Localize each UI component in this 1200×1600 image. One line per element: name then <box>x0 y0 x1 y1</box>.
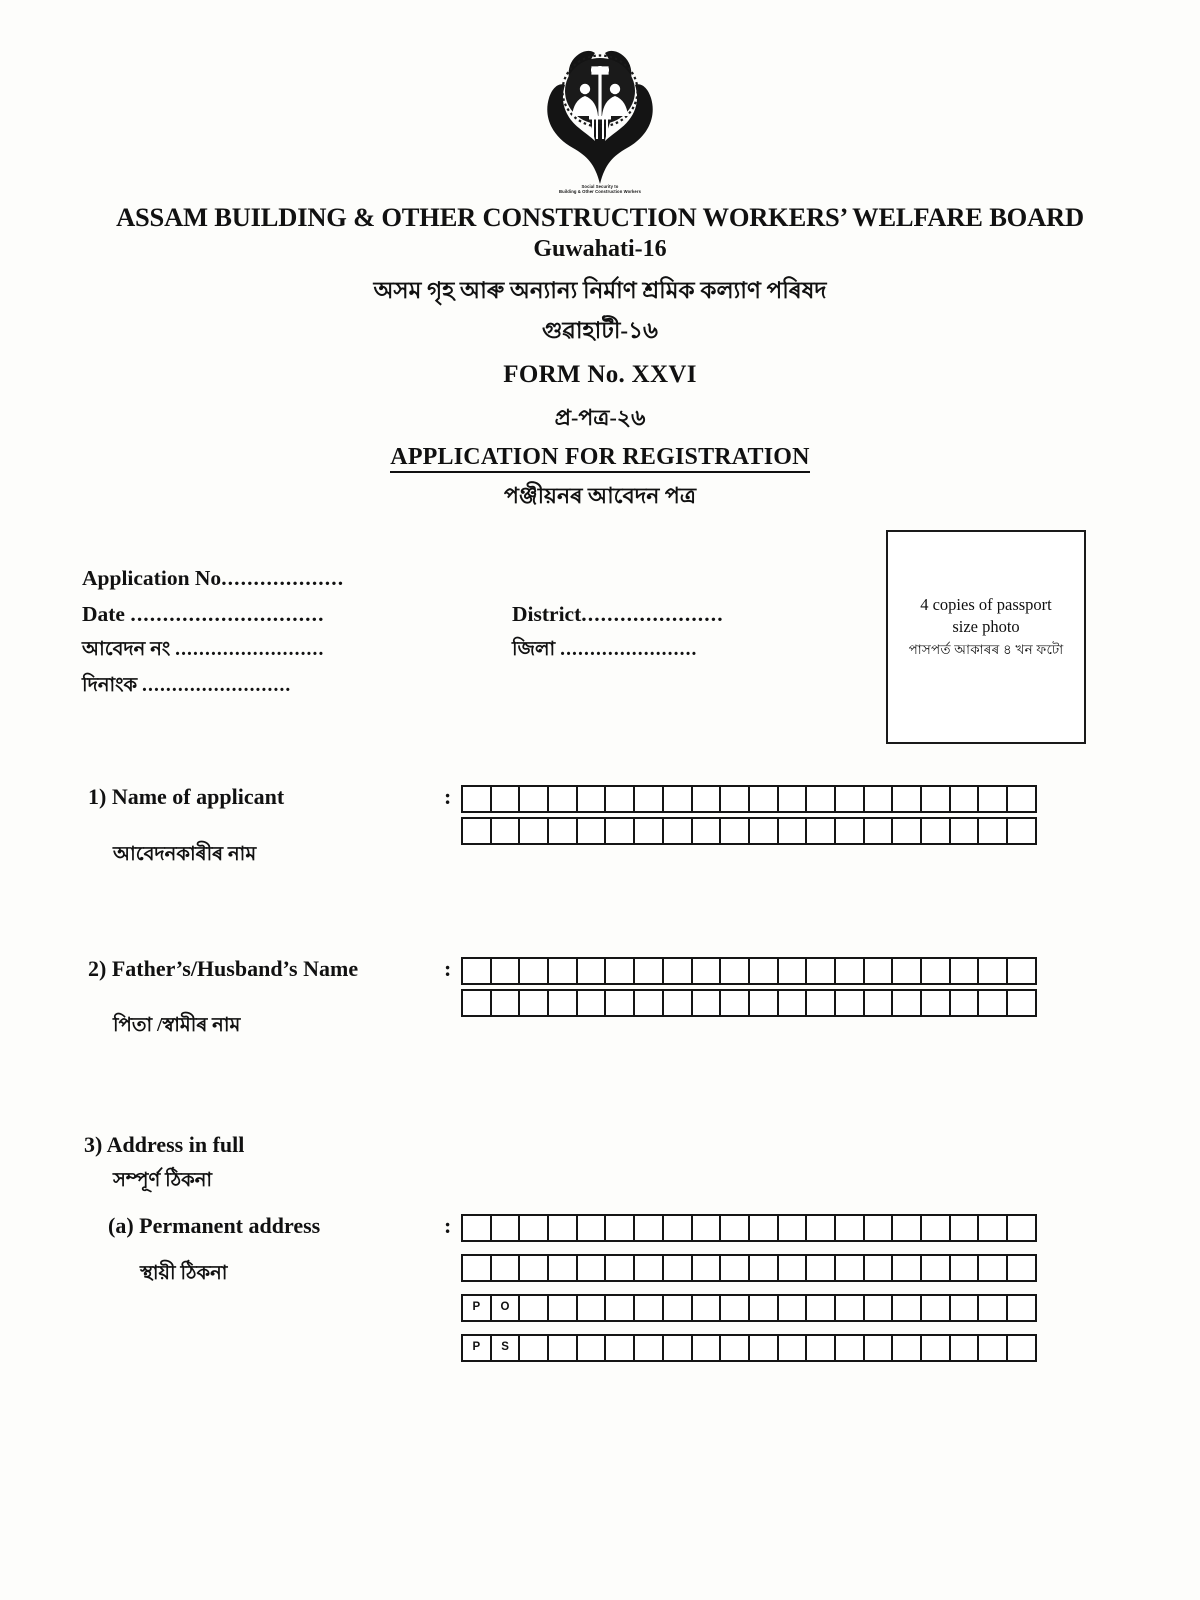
logo-caption <box>525 184 675 195</box>
character-box[interactable] <box>721 1256 750 1282</box>
character-box[interactable] <box>807 787 836 813</box>
character-box[interactable] <box>721 991 750 1017</box>
character-box[interactable] <box>979 1336 1008 1362</box>
character-box[interactable] <box>606 1216 635 1242</box>
character-box[interactable] <box>750 787 779 813</box>
character-box[interactable] <box>664 1296 693 1322</box>
character-box[interactable] <box>1008 819 1037 845</box>
character-box[interactable] <box>664 991 693 1017</box>
character-box[interactable] <box>693 819 722 845</box>
character-box[interactable] <box>779 1336 808 1362</box>
district-row-assamese <box>512 632 724 668</box>
character-box[interactable] <box>492 819 521 845</box>
date-dotted-line-assamese[interactable]: ......................... <box>142 675 292 696</box>
character-box[interactable] <box>922 959 951 985</box>
character-box[interactable] <box>836 819 865 845</box>
character-box[interactable] <box>979 1256 1008 1282</box>
application-no-row <box>82 560 344 596</box>
character-box[interactable] <box>606 787 635 813</box>
character-box[interactable] <box>951 819 980 845</box>
character-box[interactable] <box>463 991 492 1017</box>
character-box[interactable] <box>836 787 865 813</box>
photo-instruction-line1: 4 copies of passport <box>920 595 1052 614</box>
character-box[interactable] <box>979 991 1008 1017</box>
character-box[interactable] <box>693 991 722 1017</box>
character-box[interactable] <box>750 991 779 1017</box>
character-box[interactable] <box>721 819 750 845</box>
character-box[interactable] <box>721 1216 750 1242</box>
photo-instruction-line2: size photo <box>952 617 1020 636</box>
character-box[interactable] <box>520 991 549 1017</box>
character-box[interactable] <box>836 1216 865 1242</box>
field-1-boxes-row-2[interactable] <box>461 817 1037 845</box>
character-box[interactable] <box>893 1256 922 1282</box>
character-box[interactable] <box>779 819 808 845</box>
character-box[interactable] <box>893 991 922 1017</box>
character-box[interactable] <box>693 1296 722 1322</box>
character-box[interactable] <box>865 819 894 845</box>
character-box[interactable] <box>635 1336 664 1362</box>
photo-instruction-assamese: পাসপৰ্ত আকাৰৰ ৪ খন ফটো <box>908 642 1064 657</box>
logo-caption-line2: Building & Other Construction Workers <box>558 188 642 194</box>
character-box[interactable] <box>779 991 808 1017</box>
character-box[interactable] <box>922 991 951 1017</box>
field-3a-label-assamese: স্থায়ী ঠিকনা <box>140 1263 228 1284</box>
character-box[interactable] <box>664 819 693 845</box>
character-box[interactable] <box>463 959 492 985</box>
character-box[interactable] <box>893 1216 922 1242</box>
character-box[interactable] <box>606 1256 635 1282</box>
character-box[interactable]: P <box>463 1296 492 1322</box>
board-name-assamese: অসম গৃহ আৰু অন্যান্য নিৰ্মাণ শ্ৰমিক কল্যাণ পৰিষদ <box>373 278 827 303</box>
field-1-label: 1) Name of applicant <box>88 784 285 809</box>
character-box[interactable] <box>492 1256 521 1282</box>
character-box[interactable] <box>693 1256 722 1282</box>
board-city-english: Guwahati-16 <box>533 236 667 262</box>
character-box[interactable] <box>922 1296 951 1322</box>
character-box[interactable] <box>635 959 664 985</box>
character-box[interactable] <box>1008 959 1037 985</box>
character-box[interactable] <box>979 959 1008 985</box>
character-box[interactable] <box>693 1336 722 1362</box>
character-box[interactable] <box>549 1216 578 1242</box>
board-name-english: ASSAM BUILDING & OTHER CONSTRUCTION WORKERS’ WELFARE BOARD <box>116 202 1084 232</box>
character-box[interactable] <box>750 1216 779 1242</box>
character-box[interactable] <box>951 1336 980 1362</box>
field-3a-label: (a) Permanent address <box>108 1213 321 1238</box>
character-box[interactable]: O <box>492 1296 521 1322</box>
character-box[interactable] <box>922 819 951 845</box>
application-meta-left <box>82 560 344 704</box>
character-box[interactable] <box>606 1296 635 1322</box>
character-box[interactable] <box>721 959 750 985</box>
character-box[interactable] <box>836 959 865 985</box>
character-box[interactable] <box>865 991 894 1017</box>
district-row <box>512 596 724 632</box>
character-box[interactable] <box>578 959 607 985</box>
character-box[interactable] <box>492 787 521 813</box>
character-box[interactable] <box>549 1296 578 1322</box>
character-box[interactable] <box>750 1336 779 1362</box>
page-title <box>0 444 1200 471</box>
date-label: Date <box>82 602 131 626</box>
character-box[interactable] <box>664 1336 693 1362</box>
character-box[interactable] <box>979 819 1008 845</box>
character-box[interactable] <box>635 991 664 1017</box>
character-box[interactable] <box>578 1296 607 1322</box>
field-2-label-assamese: পিতা /স্বামীৰ নাম <box>113 1015 241 1036</box>
character-box[interactable] <box>549 1256 578 1282</box>
application-no-label-assamese: আবেদন নং <box>82 639 176 660</box>
field-1-label-assamese: আবেদনকাৰীৰ নাম <box>113 844 257 865</box>
character-box[interactable] <box>1008 787 1037 813</box>
character-box[interactable] <box>779 787 808 813</box>
character-box[interactable] <box>520 1216 549 1242</box>
character-box[interactable] <box>664 1216 693 1242</box>
field-3a-boxes-row-po[interactable] <box>461 1294 1037 1322</box>
character-box[interactable] <box>779 1296 808 1322</box>
character-box[interactable] <box>549 1336 578 1362</box>
field-3a-boxes-row-ps[interactable] <box>461 1334 1037 1362</box>
character-box[interactable] <box>693 787 722 813</box>
character-box[interactable] <box>893 959 922 985</box>
character-box[interactable] <box>865 1216 894 1242</box>
character-box[interactable] <box>578 991 607 1017</box>
character-box[interactable] <box>865 959 894 985</box>
character-box[interactable] <box>463 787 492 813</box>
board-logo-container <box>0 44 1200 192</box>
character-box[interactable] <box>578 1256 607 1282</box>
field-1-colon: : <box>444 784 452 809</box>
character-box[interactable] <box>520 819 549 845</box>
character-box[interactable] <box>635 1216 664 1242</box>
character-box[interactable]: P <box>463 1336 492 1362</box>
character-box[interactable] <box>578 1336 607 1362</box>
character-box[interactable] <box>520 1256 549 1282</box>
board-city-assamese: গুৱাহাটী-১৬ <box>542 318 658 343</box>
character-box[interactable] <box>492 959 521 985</box>
page-title-text: APPLICATION FOR REGISTRATION <box>390 444 809 473</box>
character-box[interactable] <box>463 819 492 845</box>
logo-caption-line1: Social Security to <box>581 183 619 189</box>
field-1-boxes-row-1[interactable] <box>461 785 1037 813</box>
character-box[interactable] <box>693 1216 722 1242</box>
character-box[interactable] <box>893 787 922 813</box>
date-label-assamese: দিনাংক <box>82 675 143 696</box>
character-box[interactable] <box>979 1216 1008 1242</box>
character-box[interactable] <box>693 959 722 985</box>
character-box[interactable] <box>520 1296 549 1322</box>
form-number-assamese: প্ৰ-পত্ৰ-২৬ <box>554 405 646 430</box>
character-box[interactable] <box>578 819 607 845</box>
character-box[interactable] <box>492 1216 521 1242</box>
application-no-dotted-line[interactable]: ................... <box>221 566 345 590</box>
character-box[interactable] <box>979 787 1008 813</box>
character-box[interactable] <box>922 787 951 813</box>
character-box[interactable] <box>549 959 578 985</box>
application-meta-right <box>512 596 724 668</box>
character-box[interactable] <box>721 787 750 813</box>
character-box[interactable] <box>750 1296 779 1322</box>
character-box[interactable] <box>520 1336 549 1362</box>
character-box[interactable] <box>750 819 779 845</box>
field-2-label: 2) Father’s/Husband’s Name <box>88 956 359 981</box>
character-box[interactable] <box>779 1256 808 1282</box>
character-box[interactable] <box>951 959 980 985</box>
field-3a-colon: : <box>444 1213 452 1238</box>
character-box[interactable] <box>606 991 635 1017</box>
district-label-assamese: জিলা <box>512 639 561 660</box>
character-box[interactable] <box>549 787 578 813</box>
character-box[interactable] <box>635 819 664 845</box>
character-box[interactable] <box>750 1256 779 1282</box>
character-box[interactable] <box>865 1296 894 1322</box>
character-box[interactable]: S <box>492 1336 521 1362</box>
character-box[interactable] <box>865 1336 894 1362</box>
character-box[interactable] <box>951 1296 980 1322</box>
character-box[interactable] <box>807 1296 836 1322</box>
field-3a-boxes-row-1[interactable] <box>461 1214 1037 1242</box>
character-box[interactable] <box>750 959 779 985</box>
field-2-colon: : <box>444 956 452 981</box>
character-box[interactable] <box>922 1216 951 1242</box>
character-box[interactable] <box>836 1296 865 1322</box>
date-row-assamese <box>82 668 344 704</box>
character-box[interactable] <box>779 1216 808 1242</box>
character-box[interactable] <box>893 1296 922 1322</box>
character-box[interactable] <box>463 1256 492 1282</box>
character-box[interactable] <box>807 991 836 1017</box>
field-3-label-assamese: সম্পূৰ্ণ ঠিকনা <box>113 1170 213 1191</box>
character-box[interactable] <box>664 959 693 985</box>
character-box[interactable] <box>836 991 865 1017</box>
application-no-dotted-line-assamese[interactable]: ......................... <box>175 639 325 660</box>
character-box[interactable] <box>807 959 836 985</box>
field-2-boxes-row-1[interactable] <box>461 957 1037 985</box>
form-number-english: FORM No. XXVI <box>503 361 697 388</box>
page-title-assamese: পঞ্জীয়নৰ আবেদন পত্ৰ <box>503 483 697 508</box>
character-box[interactable] <box>520 959 549 985</box>
character-box[interactable] <box>893 819 922 845</box>
character-box[interactable] <box>836 1336 865 1362</box>
character-box[interactable] <box>1008 1216 1037 1242</box>
character-box[interactable] <box>664 1256 693 1282</box>
character-box[interactable] <box>606 959 635 985</box>
character-box[interactable] <box>549 991 578 1017</box>
character-box[interactable] <box>606 819 635 845</box>
character-box[interactable] <box>1008 1336 1037 1362</box>
character-box[interactable] <box>865 1256 894 1282</box>
character-box[interactable] <box>635 787 664 813</box>
character-box[interactable] <box>1008 991 1037 1017</box>
character-box[interactable] <box>979 1296 1008 1322</box>
character-box[interactable] <box>520 787 549 813</box>
character-box[interactable] <box>492 991 521 1017</box>
character-box[interactable] <box>922 1336 951 1362</box>
field-2-boxes-row-2[interactable] <box>461 989 1037 1017</box>
character-box[interactable] <box>578 1216 607 1242</box>
application-no-label: Application No <box>82 566 222 590</box>
character-box[interactable] <box>635 1296 664 1322</box>
character-box[interactable] <box>635 1256 664 1282</box>
character-box[interactable] <box>578 787 607 813</box>
character-box[interactable] <box>807 819 836 845</box>
passport-photo-instructions <box>894 594 1078 661</box>
district-label: District <box>512 602 582 626</box>
character-box[interactable] <box>836 1256 865 1282</box>
character-box[interactable] <box>807 1336 836 1362</box>
passport-photo-box[interactable] <box>886 530 1086 744</box>
character-box[interactable] <box>463 1216 492 1242</box>
character-box[interactable] <box>807 1216 836 1242</box>
date-dotted-line[interactable]: .............................. <box>130 602 325 626</box>
character-box[interactable] <box>606 1336 635 1362</box>
character-box[interactable] <box>1008 1256 1037 1282</box>
character-box[interactable] <box>951 991 980 1017</box>
character-box[interactable] <box>922 1256 951 1282</box>
character-box[interactable] <box>893 1336 922 1362</box>
character-box[interactable] <box>865 787 894 813</box>
field-3a-boxes-row-2[interactable] <box>461 1254 1037 1282</box>
field-3-label: 3) Address in full <box>84 1132 245 1157</box>
character-box[interactable] <box>951 1216 980 1242</box>
application-no-row-assamese <box>82 632 344 668</box>
character-box[interactable] <box>1008 1296 1037 1322</box>
character-box[interactable] <box>807 1256 836 1282</box>
district-dotted-line-assamese[interactable]: ....................... <box>560 639 698 660</box>
character-box[interactable] <box>779 959 808 985</box>
character-box[interactable] <box>721 1336 750 1362</box>
character-box[interactable] <box>664 787 693 813</box>
district-dotted-line[interactable]: ...................... <box>581 602 724 626</box>
character-box[interactable] <box>549 819 578 845</box>
assam-bocw-emblem-icon <box>525 44 675 192</box>
date-row <box>82 596 344 632</box>
character-box[interactable] <box>951 1256 980 1282</box>
character-box[interactable] <box>951 787 980 813</box>
character-box[interactable] <box>721 1296 750 1322</box>
